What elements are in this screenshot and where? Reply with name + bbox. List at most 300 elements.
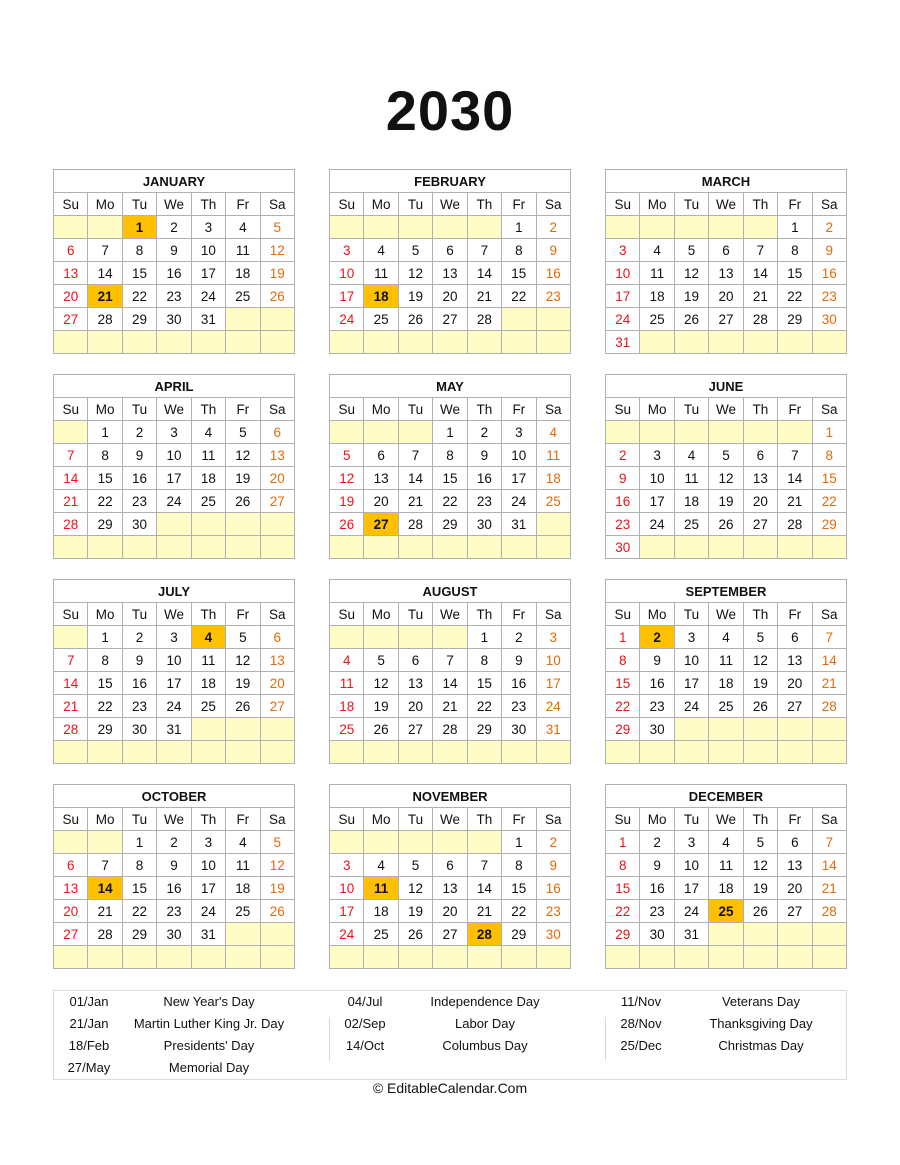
day-cell[interactable]: 15 — [778, 262, 812, 285]
day-cell[interactable]: 3 — [536, 626, 570, 649]
day-cell[interactable]: 27 — [433, 308, 467, 331]
day-cell[interactable]: 15 — [88, 672, 122, 695]
day-cell[interactable]: 11 — [330, 672, 364, 695]
day-cell[interactable]: 16 — [606, 490, 640, 513]
day-cell[interactable]: 19 — [226, 467, 260, 490]
day-cell[interactable]: 15 — [606, 877, 640, 900]
day-cell[interactable]: 24 — [502, 490, 536, 513]
day-cell[interactable]: 19 — [674, 285, 708, 308]
day-cell[interactable]: 16 — [502, 672, 536, 695]
holiday-day-cell[interactable]: 28 — [467, 923, 501, 946]
day-cell[interactable]: 3 — [191, 216, 225, 239]
day-cell[interactable]: 26 — [226, 490, 260, 513]
day-cell[interactable]: 24 — [536, 695, 570, 718]
day-cell[interactable]: 14 — [467, 877, 501, 900]
day-cell[interactable]: 21 — [467, 900, 501, 923]
day-cell[interactable]: 1 — [467, 626, 501, 649]
day-cell[interactable]: 3 — [157, 421, 191, 444]
day-cell[interactable]: 25 — [191, 490, 225, 513]
day-cell[interactable]: 4 — [674, 444, 708, 467]
day-cell[interactable]: 4 — [709, 626, 743, 649]
day-cell[interactable]: 11 — [364, 262, 398, 285]
day-cell[interactable]: 29 — [467, 718, 501, 741]
day-cell[interactable]: 31 — [674, 923, 708, 946]
day-cell[interactable]: 1 — [502, 216, 536, 239]
day-cell[interactable]: 18 — [709, 877, 743, 900]
day-cell[interactable]: 27 — [778, 695, 812, 718]
holiday-day-cell[interactable]: 4 — [191, 626, 225, 649]
day-cell[interactable]: 9 — [467, 444, 501, 467]
day-cell[interactable]: 27 — [433, 923, 467, 946]
day-cell[interactable]: 9 — [122, 649, 156, 672]
day-cell[interactable]: 16 — [640, 877, 674, 900]
day-cell[interactable]: 29 — [122, 923, 156, 946]
day-cell[interactable]: 24 — [674, 900, 708, 923]
day-cell[interactable]: 6 — [778, 831, 812, 854]
day-cell[interactable]: 6 — [433, 854, 467, 877]
day-cell[interactable]: 3 — [502, 421, 536, 444]
day-cell[interactable]: 5 — [226, 421, 260, 444]
day-cell[interactable]: 29 — [88, 513, 122, 536]
day-cell[interactable]: 6 — [778, 626, 812, 649]
day-cell[interactable]: 25 — [674, 513, 708, 536]
day-cell[interactable]: 1 — [606, 626, 640, 649]
day-cell[interactable]: 19 — [398, 285, 432, 308]
day-cell[interactable]: 11 — [226, 239, 260, 262]
day-cell[interactable]: 10 — [191, 239, 225, 262]
day-cell[interactable]: 7 — [743, 239, 777, 262]
day-cell[interactable]: 16 — [536, 877, 570, 900]
day-cell[interactable]: 11 — [709, 854, 743, 877]
day-cell[interactable]: 12 — [226, 649, 260, 672]
day-cell[interactable]: 22 — [606, 695, 640, 718]
day-cell[interactable]: 13 — [260, 649, 294, 672]
day-cell[interactable]: 19 — [743, 877, 777, 900]
day-cell[interactable]: 5 — [364, 649, 398, 672]
day-cell[interactable]: 9 — [640, 649, 674, 672]
day-cell[interactable]: 1 — [122, 831, 156, 854]
day-cell[interactable]: 4 — [226, 216, 260, 239]
day-cell[interactable]: 23 — [606, 513, 640, 536]
day-cell[interactable]: 7 — [88, 854, 122, 877]
day-cell[interactable]: 3 — [157, 626, 191, 649]
day-cell[interactable]: 18 — [709, 672, 743, 695]
day-cell[interactable]: 13 — [433, 877, 467, 900]
day-cell[interactable]: 10 — [330, 262, 364, 285]
day-cell[interactable]: 3 — [330, 854, 364, 877]
day-cell[interactable]: 17 — [640, 490, 674, 513]
day-cell[interactable]: 2 — [157, 216, 191, 239]
day-cell[interactable]: 7 — [433, 649, 467, 672]
day-cell[interactable]: 10 — [640, 467, 674, 490]
day-cell[interactable]: 18 — [674, 490, 708, 513]
day-cell[interactable]: 25 — [364, 308, 398, 331]
day-cell[interactable]: 27 — [709, 308, 743, 331]
day-cell[interactable]: 4 — [191, 421, 225, 444]
holiday-day-cell[interactable]: 18 — [364, 285, 398, 308]
day-cell[interactable]: 17 — [157, 672, 191, 695]
day-cell[interactable]: 20 — [260, 672, 294, 695]
day-cell[interactable]: 10 — [157, 444, 191, 467]
holiday-day-cell[interactable]: 2 — [640, 626, 674, 649]
day-cell[interactable]: 4 — [536, 421, 570, 444]
day-cell[interactable]: 16 — [536, 262, 570, 285]
day-cell[interactable]: 18 — [536, 467, 570, 490]
day-cell[interactable]: 24 — [674, 695, 708, 718]
day-cell[interactable]: 13 — [54, 262, 88, 285]
day-cell[interactable]: 18 — [191, 672, 225, 695]
day-cell[interactable]: 22 — [433, 490, 467, 513]
day-cell[interactable]: 9 — [536, 854, 570, 877]
day-cell[interactable]: 21 — [88, 900, 122, 923]
day-cell[interactable]: 22 — [122, 285, 156, 308]
day-cell[interactable]: 4 — [640, 239, 674, 262]
day-cell[interactable]: 29 — [433, 513, 467, 536]
day-cell[interactable]: 28 — [467, 308, 501, 331]
day-cell[interactable]: 6 — [260, 626, 294, 649]
day-cell[interactable]: 27 — [54, 923, 88, 946]
day-cell[interactable]: 16 — [640, 672, 674, 695]
day-cell[interactable]: 31 — [502, 513, 536, 536]
day-cell[interactable]: 20 — [364, 490, 398, 513]
day-cell[interactable]: 29 — [606, 718, 640, 741]
day-cell[interactable]: 16 — [157, 877, 191, 900]
day-cell[interactable]: 3 — [674, 831, 708, 854]
day-cell[interactable]: 11 — [226, 854, 260, 877]
day-cell[interactable]: 18 — [364, 900, 398, 923]
day-cell[interactable]: 19 — [226, 672, 260, 695]
day-cell[interactable]: 23 — [640, 900, 674, 923]
day-cell[interactable]: 22 — [812, 490, 846, 513]
day-cell[interactable]: 23 — [536, 900, 570, 923]
day-cell[interactable]: 28 — [54, 718, 88, 741]
day-cell[interactable]: 12 — [226, 444, 260, 467]
day-cell[interactable]: 18 — [226, 262, 260, 285]
day-cell[interactable]: 25 — [364, 923, 398, 946]
day-cell[interactable]: 14 — [433, 672, 467, 695]
day-cell[interactable]: 6 — [743, 444, 777, 467]
day-cell[interactable]: 4 — [709, 831, 743, 854]
day-cell[interactable]: 26 — [260, 900, 294, 923]
day-cell[interactable]: 23 — [157, 900, 191, 923]
day-cell[interactable]: 27 — [778, 900, 812, 923]
day-cell[interactable]: 15 — [467, 672, 501, 695]
day-cell[interactable]: 9 — [157, 239, 191, 262]
day-cell[interactable]: 23 — [502, 695, 536, 718]
day-cell[interactable]: 2 — [536, 831, 570, 854]
day-cell[interactable]: 25 — [191, 695, 225, 718]
day-cell[interactable]: 21 — [812, 672, 846, 695]
day-cell[interactable]: 17 — [330, 900, 364, 923]
day-cell[interactable]: 12 — [260, 854, 294, 877]
day-cell[interactable]: 1 — [606, 831, 640, 854]
day-cell[interactable]: 20 — [260, 467, 294, 490]
day-cell[interactable]: 21 — [433, 695, 467, 718]
day-cell[interactable]: 14 — [54, 467, 88, 490]
day-cell[interactable]: 17 — [674, 672, 708, 695]
day-cell[interactable]: 23 — [122, 490, 156, 513]
day-cell[interactable]: 6 — [260, 421, 294, 444]
day-cell[interactable]: 13 — [709, 262, 743, 285]
day-cell[interactable]: 5 — [226, 626, 260, 649]
day-cell[interactable]: 2 — [536, 216, 570, 239]
day-cell[interactable]: 23 — [467, 490, 501, 513]
day-cell[interactable]: 20 — [54, 900, 88, 923]
day-cell[interactable]: 22 — [467, 695, 501, 718]
day-cell[interactable]: 30 — [122, 513, 156, 536]
day-cell[interactable]: 19 — [330, 490, 364, 513]
day-cell[interactable]: 20 — [433, 900, 467, 923]
day-cell[interactable]: 14 — [398, 467, 432, 490]
day-cell[interactable]: 12 — [709, 467, 743, 490]
holiday-day-cell[interactable]: 21 — [88, 285, 122, 308]
day-cell[interactable]: 17 — [191, 877, 225, 900]
day-cell[interactable]: 13 — [743, 467, 777, 490]
day-cell[interactable]: 22 — [122, 900, 156, 923]
day-cell[interactable]: 5 — [398, 854, 432, 877]
day-cell[interactable]: 8 — [88, 444, 122, 467]
day-cell[interactable]: 30 — [467, 513, 501, 536]
day-cell[interactable]: 2 — [467, 421, 501, 444]
day-cell[interactable]: 7 — [467, 239, 501, 262]
day-cell[interactable]: 21 — [812, 877, 846, 900]
day-cell[interactable]: 1 — [502, 831, 536, 854]
day-cell[interactable]: 24 — [330, 308, 364, 331]
day-cell[interactable]: 20 — [778, 672, 812, 695]
day-cell[interactable]: 14 — [812, 854, 846, 877]
day-cell[interactable]: 30 — [536, 923, 570, 946]
day-cell[interactable]: 31 — [191, 923, 225, 946]
day-cell[interactable]: 8 — [88, 649, 122, 672]
day-cell[interactable]: 1 — [433, 421, 467, 444]
day-cell[interactable]: 20 — [398, 695, 432, 718]
day-cell[interactable]: 5 — [743, 626, 777, 649]
day-cell[interactable]: 28 — [778, 513, 812, 536]
day-cell[interactable]: 15 — [122, 262, 156, 285]
day-cell[interactable]: 19 — [260, 877, 294, 900]
holiday-day-cell[interactable]: 25 — [709, 900, 743, 923]
day-cell[interactable]: 24 — [640, 513, 674, 536]
day-cell[interactable]: 12 — [260, 239, 294, 262]
day-cell[interactable]: 28 — [812, 695, 846, 718]
day-cell[interactable]: 8 — [467, 649, 501, 672]
day-cell[interactable]: 5 — [260, 216, 294, 239]
day-cell[interactable]: 28 — [88, 923, 122, 946]
day-cell[interactable]: 8 — [433, 444, 467, 467]
day-cell[interactable]: 20 — [709, 285, 743, 308]
day-cell[interactable]: 25 — [640, 308, 674, 331]
day-cell[interactable]: 18 — [191, 467, 225, 490]
day-cell[interactable]: 17 — [536, 672, 570, 695]
day-cell[interactable]: 29 — [606, 923, 640, 946]
day-cell[interactable]: 7 — [88, 239, 122, 262]
day-cell[interactable]: 6 — [433, 239, 467, 262]
day-cell[interactable]: 30 — [157, 923, 191, 946]
day-cell[interactable]: 26 — [743, 695, 777, 718]
day-cell[interactable]: 2 — [122, 421, 156, 444]
day-cell[interactable]: 27 — [54, 308, 88, 331]
day-cell[interactable]: 23 — [640, 695, 674, 718]
day-cell[interactable]: 22 — [88, 695, 122, 718]
day-cell[interactable]: 27 — [260, 695, 294, 718]
day-cell[interactable]: 28 — [433, 718, 467, 741]
day-cell[interactable]: 21 — [54, 695, 88, 718]
day-cell[interactable]: 20 — [778, 877, 812, 900]
day-cell[interactable]: 8 — [812, 444, 846, 467]
day-cell[interactable]: 14 — [778, 467, 812, 490]
day-cell[interactable]: 6 — [54, 239, 88, 262]
day-cell[interactable]: 17 — [191, 262, 225, 285]
day-cell[interactable]: 16 — [122, 672, 156, 695]
day-cell[interactable]: 6 — [398, 649, 432, 672]
day-cell[interactable]: 7 — [778, 444, 812, 467]
day-cell[interactable]: 6 — [709, 239, 743, 262]
day-cell[interactable]: 22 — [606, 900, 640, 923]
day-cell[interactable]: 19 — [364, 695, 398, 718]
day-cell[interactable]: 2 — [122, 626, 156, 649]
day-cell[interactable]: 15 — [502, 877, 536, 900]
day-cell[interactable]: 9 — [502, 649, 536, 672]
day-cell[interactable]: 27 — [398, 718, 432, 741]
day-cell[interactable]: 25 — [226, 285, 260, 308]
day-cell[interactable]: 24 — [606, 308, 640, 331]
day-cell[interactable]: 30 — [812, 308, 846, 331]
day-cell[interactable]: 11 — [191, 444, 225, 467]
day-cell[interactable]: 30 — [640, 923, 674, 946]
day-cell[interactable]: 13 — [364, 467, 398, 490]
day-cell[interactable]: 2 — [606, 444, 640, 467]
day-cell[interactable]: 5 — [330, 444, 364, 467]
day-cell[interactable]: 25 — [536, 490, 570, 513]
day-cell[interactable]: 3 — [191, 831, 225, 854]
day-cell[interactable]: 6 — [364, 444, 398, 467]
day-cell[interactable]: 2 — [812, 216, 846, 239]
day-cell[interactable]: 24 — [157, 490, 191, 513]
day-cell[interactable]: 18 — [330, 695, 364, 718]
day-cell[interactable]: 18 — [640, 285, 674, 308]
day-cell[interactable]: 5 — [260, 831, 294, 854]
day-cell[interactable]: 10 — [157, 649, 191, 672]
day-cell[interactable]: 21 — [743, 285, 777, 308]
day-cell[interactable]: 15 — [812, 467, 846, 490]
holiday-day-cell[interactable]: 11 — [364, 877, 398, 900]
day-cell[interactable]: 21 — [778, 490, 812, 513]
day-cell[interactable]: 10 — [674, 854, 708, 877]
day-cell[interactable]: 9 — [157, 854, 191, 877]
day-cell[interactable]: 19 — [260, 262, 294, 285]
day-cell[interactable]: 7 — [467, 854, 501, 877]
day-cell[interactable]: 10 — [536, 649, 570, 672]
day-cell[interactable]: 9 — [606, 467, 640, 490]
day-cell[interactable]: 14 — [467, 262, 501, 285]
day-cell[interactable]: 14 — [812, 649, 846, 672]
day-cell[interactable]: 22 — [88, 490, 122, 513]
day-cell[interactable]: 5 — [674, 239, 708, 262]
day-cell[interactable]: 7 — [54, 444, 88, 467]
day-cell[interactable]: 12 — [743, 854, 777, 877]
holiday-day-cell[interactable]: 27 — [364, 513, 398, 536]
day-cell[interactable]: 11 — [536, 444, 570, 467]
day-cell[interactable]: 12 — [398, 877, 432, 900]
day-cell[interactable]: 26 — [709, 513, 743, 536]
day-cell[interactable]: 21 — [54, 490, 88, 513]
day-cell[interactable]: 17 — [502, 467, 536, 490]
day-cell[interactable]: 12 — [330, 467, 364, 490]
day-cell[interactable]: 29 — [502, 923, 536, 946]
day-cell[interactable]: 28 — [812, 900, 846, 923]
day-cell[interactable]: 7 — [398, 444, 432, 467]
day-cell[interactable]: 3 — [640, 444, 674, 467]
day-cell[interactable]: 22 — [778, 285, 812, 308]
day-cell[interactable]: 4 — [330, 649, 364, 672]
day-cell[interactable]: 24 — [157, 695, 191, 718]
day-cell[interactable]: 23 — [122, 695, 156, 718]
day-cell[interactable]: 13 — [54, 877, 88, 900]
day-cell[interactable]: 10 — [606, 262, 640, 285]
day-cell[interactable]: 23 — [812, 285, 846, 308]
day-cell[interactable]: 28 — [54, 513, 88, 536]
day-cell[interactable]: 23 — [157, 285, 191, 308]
day-cell[interactable]: 17 — [330, 285, 364, 308]
day-cell[interactable]: 16 — [467, 467, 501, 490]
day-cell[interactable]: 15 — [433, 467, 467, 490]
day-cell[interactable]: 22 — [502, 900, 536, 923]
day-cell[interactable]: 31 — [536, 718, 570, 741]
day-cell[interactable]: 20 — [54, 285, 88, 308]
day-cell[interactable]: 27 — [260, 490, 294, 513]
day-cell[interactable]: 29 — [778, 308, 812, 331]
day-cell[interactable]: 26 — [398, 308, 432, 331]
day-cell[interactable]: 5 — [709, 444, 743, 467]
day-cell[interactable]: 12 — [743, 649, 777, 672]
day-cell[interactable]: 26 — [674, 308, 708, 331]
day-cell[interactable]: 3 — [330, 239, 364, 262]
day-cell[interactable]: 26 — [226, 695, 260, 718]
day-cell[interactable]: 10 — [502, 444, 536, 467]
day-cell[interactable]: 2 — [502, 626, 536, 649]
day-cell[interactable]: 16 — [812, 262, 846, 285]
day-cell[interactable]: 2 — [640, 831, 674, 854]
day-cell[interactable]: 5 — [743, 831, 777, 854]
day-cell[interactable]: 31 — [157, 718, 191, 741]
day-cell[interactable]: 30 — [157, 308, 191, 331]
day-cell[interactable]: 13 — [433, 262, 467, 285]
day-cell[interactable]: 7 — [812, 831, 846, 854]
day-cell[interactable]: 26 — [743, 900, 777, 923]
day-cell[interactable]: 9 — [536, 239, 570, 262]
day-cell[interactable]: 17 — [606, 285, 640, 308]
day-cell[interactable]: 19 — [743, 672, 777, 695]
day-cell[interactable]: 16 — [157, 262, 191, 285]
day-cell[interactable]: 30 — [502, 718, 536, 741]
day-cell[interactable]: 29 — [88, 718, 122, 741]
day-cell[interactable]: 28 — [398, 513, 432, 536]
day-cell[interactable]: 17 — [674, 877, 708, 900]
day-cell[interactable]: 19 — [398, 900, 432, 923]
day-cell[interactable]: 8 — [778, 239, 812, 262]
day-cell[interactable]: 3 — [674, 626, 708, 649]
day-cell[interactable]: 27 — [743, 513, 777, 536]
day-cell[interactable]: 11 — [640, 262, 674, 285]
day-cell[interactable]: 4 — [364, 239, 398, 262]
day-cell[interactable]: 21 — [398, 490, 432, 513]
day-cell[interactable]: 26 — [260, 285, 294, 308]
day-cell[interactable]: 29 — [122, 308, 156, 331]
day-cell[interactable]: 1 — [88, 626, 122, 649]
day-cell[interactable]: 31 — [191, 308, 225, 331]
day-cell[interactable]: 12 — [364, 672, 398, 695]
day-cell[interactable]: 28 — [88, 308, 122, 331]
